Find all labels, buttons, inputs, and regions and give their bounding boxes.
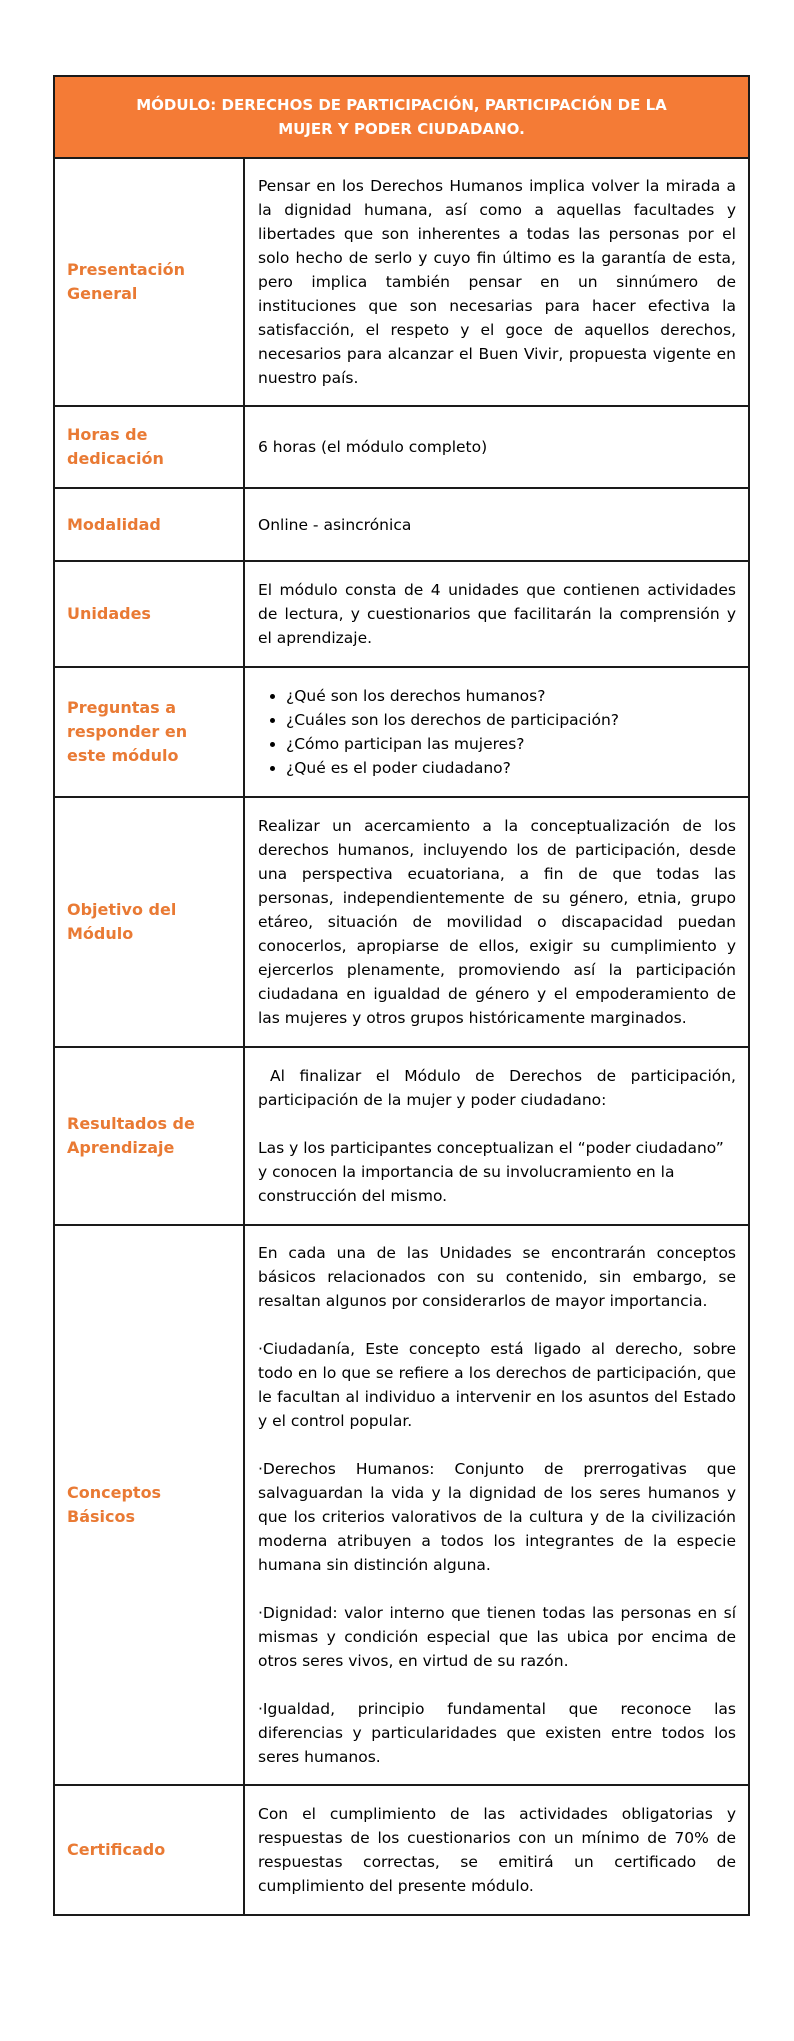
row-content	[245, 1786, 748, 1914]
row-label: Objetivo del Módulo	[55, 798, 245, 1046]
row-certificado	[55, 1786, 748, 1914]
row-preguntas	[55, 668, 748, 798]
module-info-table	[53, 75, 750, 1916]
resultados-text: Las y los participantes conceptualizan el “poder ciudadano” y conocen la importancia de su involucramiento en la construcción del mismo.	[258, 1139, 724, 1205]
row-unidades	[55, 562, 748, 668]
row-content	[245, 489, 748, 560]
presentacion-text: Pensar en los Derechos Humanos implica volver la mirada a la dignidad humana, así como a aquellas facultades y libertades que son inherentes a todas las personas por el solo hecho de serlo y cuyo fin último es la garantía de esta, pero implica también pensar en un sinnúmero de instituciones que son necesarias para hacer efectiva la satisfacción, el respeto y el goce de aquellos derechos, necesarios para alcanzar el Buen Vivir, propuesta vigente en nuestro país.	[258, 177, 736, 387]
row-modalidad	[55, 489, 748, 562]
modalidad-text: Online - asincrónica	[258, 515, 412, 534]
unidades-text: El módulo consta de 4 unidades que contienen actividades de lectura, y cuestionarios que facilitarán la comprensión y el aprendizaje.	[258, 581, 736, 647]
row-resultados	[55, 1048, 748, 1226]
row-label: Presentación General	[55, 159, 245, 405]
resultados-intro: Al finalizar el Módulo de Derechos de participación, participación de la mujer y poder ciudadano:	[258, 1067, 736, 1109]
row-content	[245, 1048, 748, 1224]
row-label: Unidades	[55, 562, 245, 666]
list-item: • ¿Qué son los derechos humanos?	[286, 684, 736, 708]
certificado-text: Con el cumplimiento de las actividades obligatorias y respuestas de los cuestionarios con un mínimo de 70% de respuestas correctas, se emitirá un certificado de cumplimiento del presente módulo.	[258, 1805, 736, 1895]
row-content	[245, 798, 748, 1046]
questions-list	[258, 684, 736, 780]
row-presentacion	[55, 159, 748, 407]
row-label: Preguntas a responder en este módulo	[55, 668, 245, 796]
list-item: • ¿Cuáles son los derechos de participación?	[286, 708, 736, 732]
row-label: Conceptos Básicos	[55, 1226, 245, 1784]
row-content	[245, 562, 748, 666]
row-label: Certificado	[55, 1786, 245, 1914]
module-title-text: MÓDULO: DERECHOS DE PARTICIPACIÓN, PARTICIPACIÓN DE LA MUJER Y PODER CIUDADANO.	[136, 96, 667, 138]
row-conceptos	[55, 1226, 748, 1786]
conceptos-paragraph: ·Igualdad, principio fundamental que reconoce las diferencias y particularidades que existen entre todos los seres humanos.	[258, 1700, 736, 1766]
row-content	[245, 668, 748, 796]
row-horas	[55, 407, 748, 489]
row-content	[245, 159, 748, 405]
conceptos-paragraph: ·Ciudadanía, Este concepto está ligado al derecho, sobre todo en lo que se refiere a los derechos de participación, que le facultan al individuo a intervenir en los asuntos del Estado y el control popular.	[258, 1340, 736, 1430]
row-label: Horas de dedicación	[55, 407, 245, 487]
row-objetivo	[55, 798, 748, 1048]
list-item: • ¿Cómo participan las mujeres?	[286, 732, 736, 756]
horas-text: 6 horas (el módulo completo)	[258, 438, 488, 456]
row-label: Modalidad	[55, 489, 245, 560]
row-label: Resultados de Aprendizaje	[55, 1048, 245, 1224]
objetivo-text: Realizar un acercamiento a la conceptualización de los derechos humanos, incluyendo los de participación, desde una perspectiva ecuatoriana, a fin de que todas las personas, independientemente de su género, etnia, grupo etáreo, situación de movilidad o discapacidad puedan conocerlos, apropiarse de ellos, exigir su cumplimiento y ejercerlos plenamente, promoviendo así la participación ciudadana en igualdad de género y el empoderamiento de las mujeres y otros grupos históricamente marginados.	[258, 817, 736, 1027]
conceptos-paragraph: ·Derechos Humanos: Conjunto de prerrogativas que salvaguardan la vida y la dignidad de los seres humanos y que los criterios valorativos de la cultura y de la civilización moderna atribuyen a todos los integrantes de la especie humana sin distinción alguna.	[258, 1460, 736, 1574]
row-content	[245, 407, 748, 487]
list-item: • ¿Qué es el poder ciudadano?	[286, 756, 736, 780]
row-content	[245, 1226, 748, 1784]
module-title	[55, 77, 748, 159]
conceptos-paragraph: En cada una de las Unidades se encontrarán conceptos básicos relacionados con su contenido, sin embargo, se resaltan algunos por considerarlos de mayor importancia.	[258, 1244, 736, 1310]
conceptos-paragraph: ·Dignidad: valor interno que tienen todas las personas en sí mismas y condición especial que las ubica por encima de otros seres vivos, en virtud de su razón.	[258, 1604, 736, 1670]
